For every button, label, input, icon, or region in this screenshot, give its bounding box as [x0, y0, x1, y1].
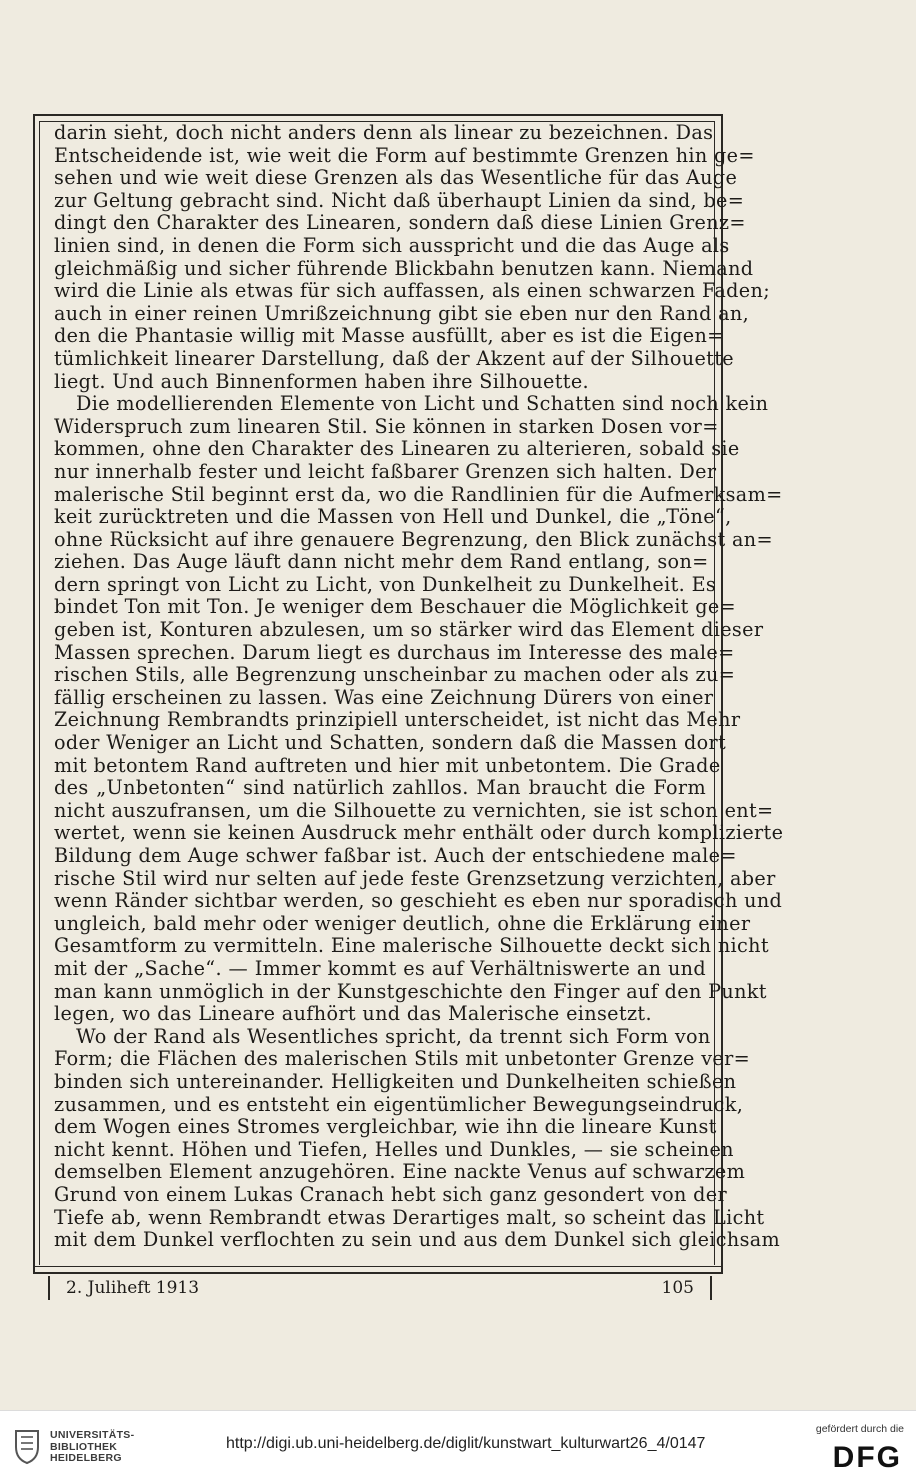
viewer-footer-bar: [0, 1410, 916, 1479]
text-line: Zeichnung Rembrandts prinzipiell unterscheidet, ist nicht das Mehr: [54, 708, 741, 732]
text-line: Grund von einem Lukas Cranach hebt sich ganz gesondert von der: [54, 1182, 727, 1206]
issue-label: 2. Juliheft 1913: [66, 1278, 200, 1298]
permalink-url[interactable]: http://digi.ub.uni-heidelberg.de/diglit/kunstwart_kulturwart26_4/0147: [226, 1435, 706, 1452]
text-line: Bildung dem Auge schwer faßbar ist. Auch der entschiedene male=: [54, 844, 737, 867]
library-name-line-2: BIBLIOTHEK: [50, 1440, 118, 1453]
text-line: Wo der Rand als Wesentliches spricht, da trennt sich Form von: [76, 1024, 711, 1048]
text-line: demselben Element anzugehören. Eine nackte Venus auf schwarzem: [54, 1160, 746, 1184]
text-line: den die Phantasie willig mit Masse ausfüllt, aber es ist die Eigen=: [54, 324, 724, 348]
frame-bottom-rule: [33, 1266, 723, 1267]
text-line: ohne Rücksicht auf ihre genauere Begrenzung, den Blick zunächst an=: [54, 527, 773, 551]
text-line: nicht auszufransen, um die Silhouette zu vernichten, sie ist schon ent=: [54, 798, 774, 822]
text-line: Entscheidende ist, wie weit die Form auf bestimmte Grenzen hin ge=: [54, 143, 755, 167]
text-line: sehen und wie weit diese Grenzen als das Wesentliche für das Auge: [54, 166, 738, 190]
text-line: rischen Stils, alle Begrenzung unscheinbar zu machen oder als zu=: [54, 663, 736, 687]
text-line: Gesamtform zu vermitteln. Eine malerische Silhouette deckt sich nicht: [54, 934, 769, 958]
text-line: ziehen. Das Auge läuft dann nicht mehr dem Rand entlang, son=: [54, 550, 709, 574]
text-line: des „Unbetonten“ sind natürlich zahllos. Man braucht die Form: [54, 776, 706, 800]
text-line: binden sich untereinander. Helligkeiten und Dunkelheiten schießen: [54, 1069, 737, 1093]
page-number: 105: [661, 1278, 694, 1298]
text-line: wird die Linie als etwas für sich auffassen, als einen schwarzen Faden;: [54, 279, 771, 303]
text-line: dem Wogen eines Stromes vergleichbar, wie ihn die lineare Kunst: [54, 1115, 717, 1139]
dfg-logo: DFG: [832, 1441, 902, 1474]
text-line: gleichmäßig und sicher führende Blickbahn benutzen kann. Niemand: [54, 256, 754, 280]
text-line: Form; die Flächen des malerischen Stils mit unbetonter Grenze ver=: [54, 1047, 751, 1071]
text-line: mit der „Sache“. — Immer kommt es auf Verhältniswerte an und: [54, 956, 706, 980]
text-line: bindet Ton mit Ton. Je weniger dem Beschauer die Möglichkeit ge=: [54, 595, 736, 619]
text-line: liegt. Und auch Binnenformen haben ihre Silhouette.: [54, 369, 590, 393]
text-line: wertet, wenn sie keinen Ausdruck mehr enthält oder durch komplizierte: [54, 821, 784, 845]
text-line: kommen, ohne den Charakter des Linearen zu alterieren, sobald sie: [54, 437, 740, 461]
text-line: keit zurücktreten und die Massen von Hell und Dunkel, die „Töne“,: [54, 505, 732, 529]
text-line: malerische Stil beginnt erst da, wo die Randlinien für die Aufmerksam=: [54, 482, 783, 506]
text-line: dingt den Charakter des Linearen, sondern daß diese Linien Grenz=: [54, 211, 746, 235]
text-line: linien sind, in denen die Form sich ausspricht und die das Auge als: [54, 233, 730, 257]
text-line: zusammen, und es entsteht ein eigentümlicher Bewegungseindruck,: [54, 1092, 744, 1116]
funded-by-label: gefördert durch die: [815, 1423, 904, 1435]
text-line: nicht kennt. Höhen und Tiefen, Helles und Dunkles, — sie scheinen: [54, 1137, 734, 1161]
library-name: [50, 1430, 134, 1465]
text-line: man kann unmöglich in der Kunstgeschichte den Finger auf den Punkt: [54, 979, 767, 1003]
footer-right-edge: [710, 1276, 712, 1300]
footer-left-edge: [48, 1276, 50, 1300]
body-text: [54, 121, 784, 1252]
text-line: Die modellierenden Elemente von Licht und Schatten sind noch kein: [76, 392, 769, 416]
text-line: legen, wo das Lineare aufhört und das Malerische einsetzt.: [54, 1002, 652, 1026]
text-line: mit betontem Rand auftreten und hier mit unbetontem. Die Grade: [54, 753, 721, 777]
text-line: nur innerhalb fester und leicht faßbarer Grenzen sich halten. Der: [54, 459, 717, 483]
text-line: Tiefe ab, wenn Rembrandt etwas Derartiges malt, so scheint das Licht: [54, 1205, 765, 1229]
text-line: auch in einer reinen Umrißzeichnung gibt sie eben nur den Rand an,: [54, 301, 750, 325]
text-line: tümlichkeit linearer Darstellung, daß der Akzent auf der Silhouette: [54, 346, 735, 370]
text-line: darin sieht, doch nicht anders denn als linear zu bezeichnen. Das: [54, 121, 714, 144]
text-line: oder Weniger an Licht und Schatten, sondern daß die Massen dort: [54, 731, 727, 755]
text-line: fällig erscheinen zu lassen. Was eine Zeichnung Dürers von einer: [54, 685, 714, 709]
text-line: Widerspruch zum linearen Stil. Sie können in starken Dosen vor=: [54, 414, 719, 438]
text-line: mit dem Dunkel verflochten zu sein und aus dem Dunkel sich gleichsam: [54, 1228, 781, 1252]
text-line: Massen sprechen. Darum liegt es durchaus im Interesse des male=: [54, 640, 735, 664]
text-line: geben ist, Konturen abzulesen, um so stärker wird das Element dieser: [54, 618, 764, 642]
library-name-line-1: UNIVERSITÄTS-: [50, 1429, 135, 1441]
text-line: rische Stil wird nur selten auf jede feste Grenzsetzung verzichten, aber: [54, 866, 776, 890]
library-name-line-3: HEIDELBERG: [50, 1452, 122, 1464]
text-line: dern springt von Licht zu Licht, von Dunkelheit zu Dunkelheit. Es: [54, 572, 717, 596]
text-line: ungleich, bald mehr oder weniger deutlich, ohne die Erklärung einer: [54, 911, 751, 935]
university-seal-icon: [12, 1427, 42, 1465]
page-footer: [48, 1274, 712, 1302]
text-line: wenn Ränder sichtbar werden, so geschieht es eben nur sporadisch und: [54, 889, 783, 913]
text-line: zur Geltung gebracht sind. Nicht daß überhaupt Linien da sind, be=: [54, 188, 745, 212]
